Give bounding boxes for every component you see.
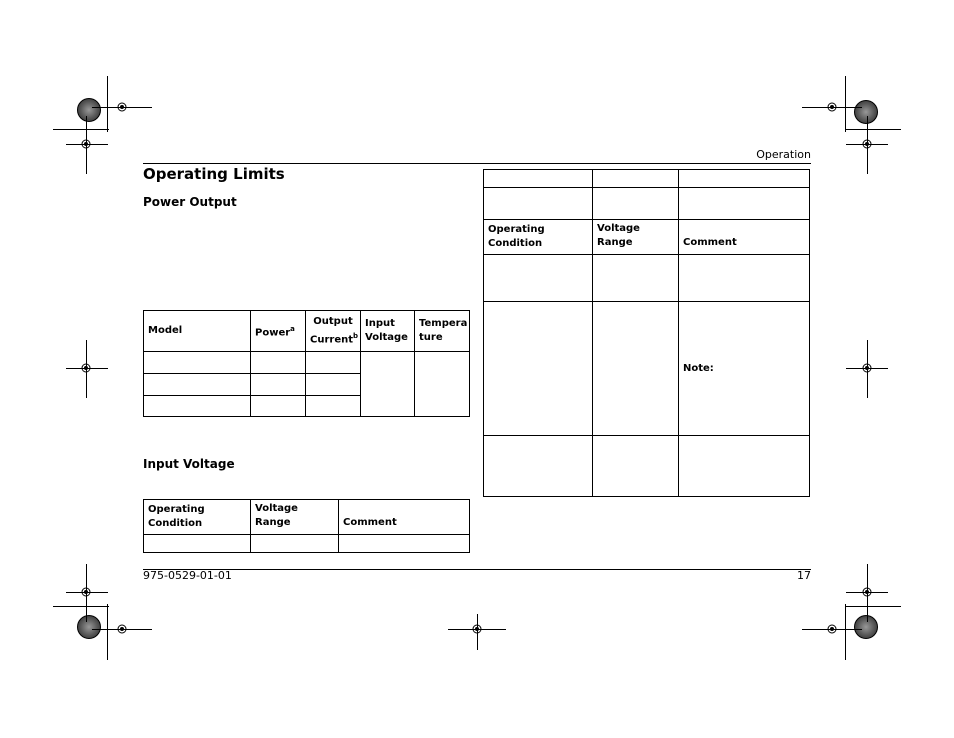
registration-target-icon — [825, 622, 839, 636]
table-cell — [306, 396, 361, 417]
registration-target-icon — [860, 585, 874, 599]
registration-target-icon — [79, 361, 93, 375]
note-cell — [679, 302, 810, 436]
header-operating-condition: Operating Condition — [144, 500, 251, 535]
crop-line — [845, 606, 901, 607]
table-cell — [593, 188, 679, 220]
registration-target-icon — [860, 137, 874, 151]
input-voltage-heading: Input Voltage — [143, 457, 235, 471]
table-cell — [484, 188, 593, 220]
page-title: Operating Limits — [143, 165, 285, 183]
header-output-current-label: Output Current — [310, 315, 354, 346]
registration-target-icon — [115, 622, 129, 636]
table-cell — [251, 396, 306, 417]
table-cell — [484, 170, 593, 188]
crop-line — [845, 76, 846, 132]
table-cell — [593, 255, 679, 302]
table-cell — [251, 535, 339, 553]
header-power — [251, 311, 306, 352]
table-cell — [415, 352, 470, 417]
table-row — [144, 535, 470, 553]
header-model: Model — [144, 311, 251, 352]
table-cell — [484, 436, 593, 497]
crop-line — [107, 76, 108, 132]
registration-target-icon — [470, 622, 484, 636]
table-header-row — [144, 500, 470, 535]
registration-rosette-icon — [854, 615, 878, 639]
header-operating-condition: Operating Condition — [484, 220, 593, 255]
registration-target-icon — [79, 137, 93, 151]
registration-target-icon — [825, 100, 839, 114]
registration-rosette-icon — [77, 615, 101, 639]
table-row — [484, 188, 810, 220]
table-cell — [144, 396, 251, 417]
table-cell — [593, 170, 679, 188]
table-cell — [306, 352, 361, 374]
input-voltage-continued-table — [483, 169, 810, 497]
header-comment: Comment — [339, 500, 470, 535]
footer-rule — [143, 569, 811, 570]
header-output-current — [306, 311, 361, 352]
table-row — [144, 352, 470, 374]
table-row — [484, 436, 810, 497]
table-cell — [593, 436, 679, 497]
header-rule — [143, 163, 811, 164]
table-cell — [679, 188, 810, 220]
table-cell — [361, 352, 415, 417]
table-cell — [679, 170, 810, 188]
page-number: 17 — [797, 569, 811, 582]
table-cell — [679, 255, 810, 302]
footnote-marker: b — [353, 331, 359, 340]
registration-rosette-icon — [854, 100, 878, 124]
header-voltage-range: Voltage Range — [251, 500, 339, 535]
table-cell — [484, 302, 593, 436]
table-cell — [144, 352, 251, 374]
running-head: Operation — [756, 148, 811, 161]
header-input-voltage: Input Voltage — [361, 311, 415, 352]
registration-target-icon — [79, 585, 93, 599]
table-cell — [593, 302, 679, 436]
table-cell — [339, 535, 470, 553]
table-cell — [251, 352, 306, 374]
document-number: 975-0529-01-01 — [143, 569, 232, 582]
registration-target-icon — [115, 100, 129, 114]
input-voltage-table — [143, 499, 470, 553]
table-cell — [144, 374, 251, 396]
power-output-table — [143, 310, 470, 417]
table-cell — [251, 374, 306, 396]
header-power-label: Power — [255, 327, 291, 339]
crop-line — [107, 604, 108, 660]
table-cell — [679, 436, 810, 497]
registration-target-icon — [860, 361, 874, 375]
table-cell — [484, 255, 593, 302]
crop-line — [845, 604, 846, 660]
table-header-row — [484, 220, 810, 255]
table-row — [484, 255, 810, 302]
registration-rosette-icon — [77, 98, 101, 122]
crop-line — [845, 129, 901, 130]
header-comment: Comment — [679, 220, 810, 255]
crop-line — [53, 129, 109, 130]
table-header-row — [144, 311, 470, 352]
header-voltage-range: Voltage Range — [593, 220, 679, 255]
footnote-marker: a — [290, 324, 295, 333]
header-temperature: Tempera ture — [415, 311, 470, 352]
crop-line — [53, 606, 109, 607]
power-output-heading: Power Output — [143, 195, 237, 209]
note-label: Note: — [683, 362, 714, 374]
table-row — [484, 170, 810, 188]
table-row — [484, 302, 810, 436]
table-cell — [306, 374, 361, 396]
table-cell — [144, 535, 251, 553]
